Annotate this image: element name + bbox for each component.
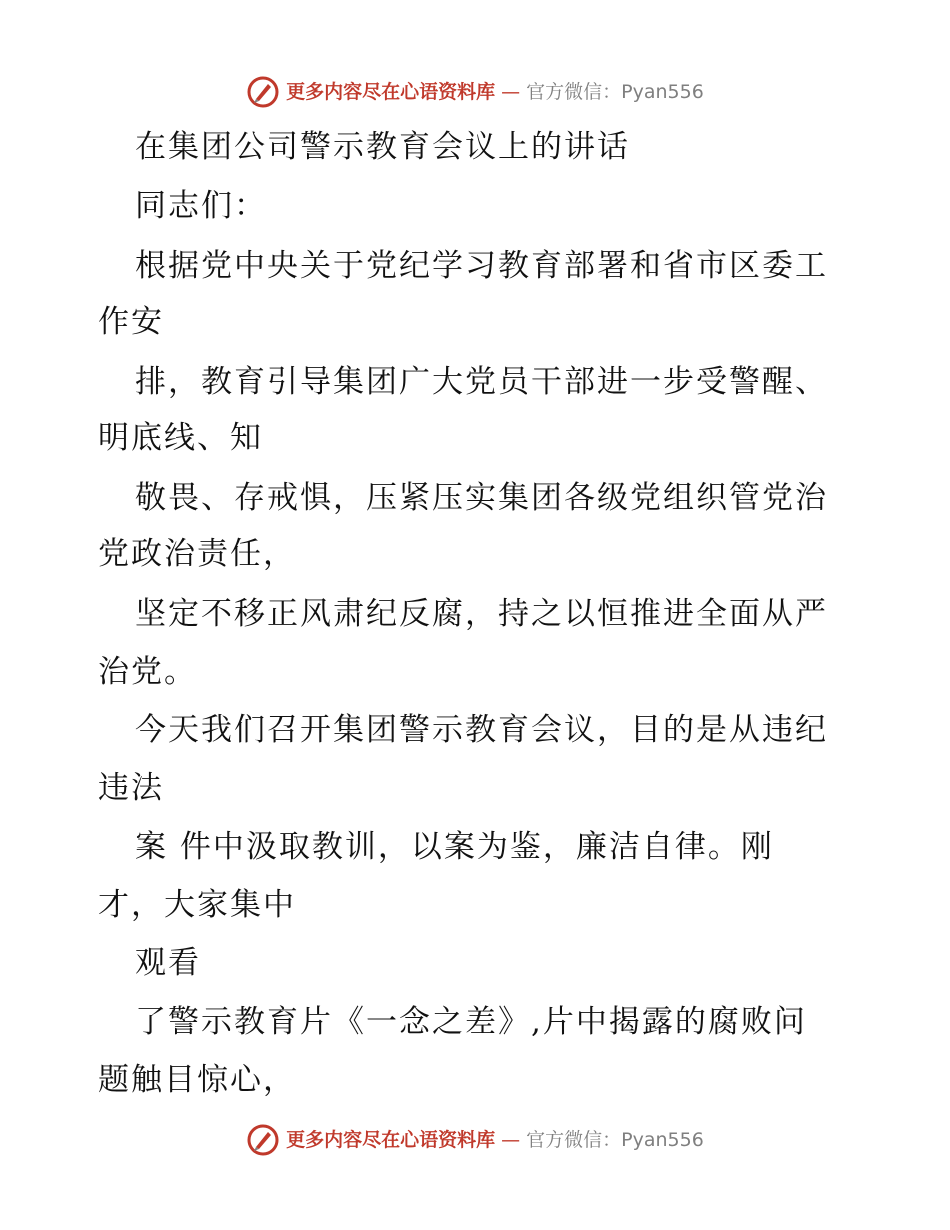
paragraph-line: 坚定不移正风肃纪反腐，持之以恒推进全面从严 xyxy=(135,596,828,632)
feather-pen-logo-icon xyxy=(246,1123,280,1157)
paragraph-line: 观看 xyxy=(135,945,201,981)
footer-watermark xyxy=(0,1120,950,1160)
paragraph-line: 案 件中汲取教训，以案为鉴，廉洁自律。刚 xyxy=(135,829,774,865)
watermark-dash: — xyxy=(501,80,521,103)
paragraph-line: 作安 xyxy=(98,304,164,340)
document-title: 在集团公司警示教育会议上的讲话 xyxy=(135,129,630,165)
paragraph-line: 敬畏、存戒惧，压紧压实集团各级党组织管党治 xyxy=(135,480,828,516)
paragraph-line: 根据党中央关于党纪学习教育部署和省市区委工 xyxy=(135,248,828,284)
watermark-dash: — xyxy=(501,1128,521,1151)
paragraph-line: 明底线、知 xyxy=(98,420,263,456)
watermark-wechat-text: 官方微信：Pyan556 xyxy=(526,80,704,103)
salutation: 同志们： xyxy=(135,188,267,224)
watermark-site-text: 更多内容尽在心语资料库 xyxy=(286,1128,496,1151)
watermark-site-text: 更多内容尽在心语资料库 xyxy=(286,80,496,103)
watermark-wechat-text: 官方微信：Pyan556 xyxy=(526,1128,704,1151)
paragraph-line: 违法 xyxy=(98,770,164,806)
paragraph-line: 治党。 xyxy=(98,654,197,690)
paragraph-line: 题触目惊心， xyxy=(98,1062,296,1098)
paragraph-line: 了警示教育片《一念之差》,片中揭露的腐败问 xyxy=(135,1004,807,1040)
header-watermark xyxy=(0,72,950,112)
feather-pen-logo-icon xyxy=(246,75,280,109)
paragraph-line: 今天我们召开集团警示教育会议，目的是从违纪 xyxy=(135,712,828,748)
paragraph-line: 排，教育引导集团广大党员干部进一步受警醒、 xyxy=(135,364,828,400)
paragraph-line: 党政治责任， xyxy=(98,536,296,572)
paragraph-line: 才，大家集中 xyxy=(98,887,296,923)
